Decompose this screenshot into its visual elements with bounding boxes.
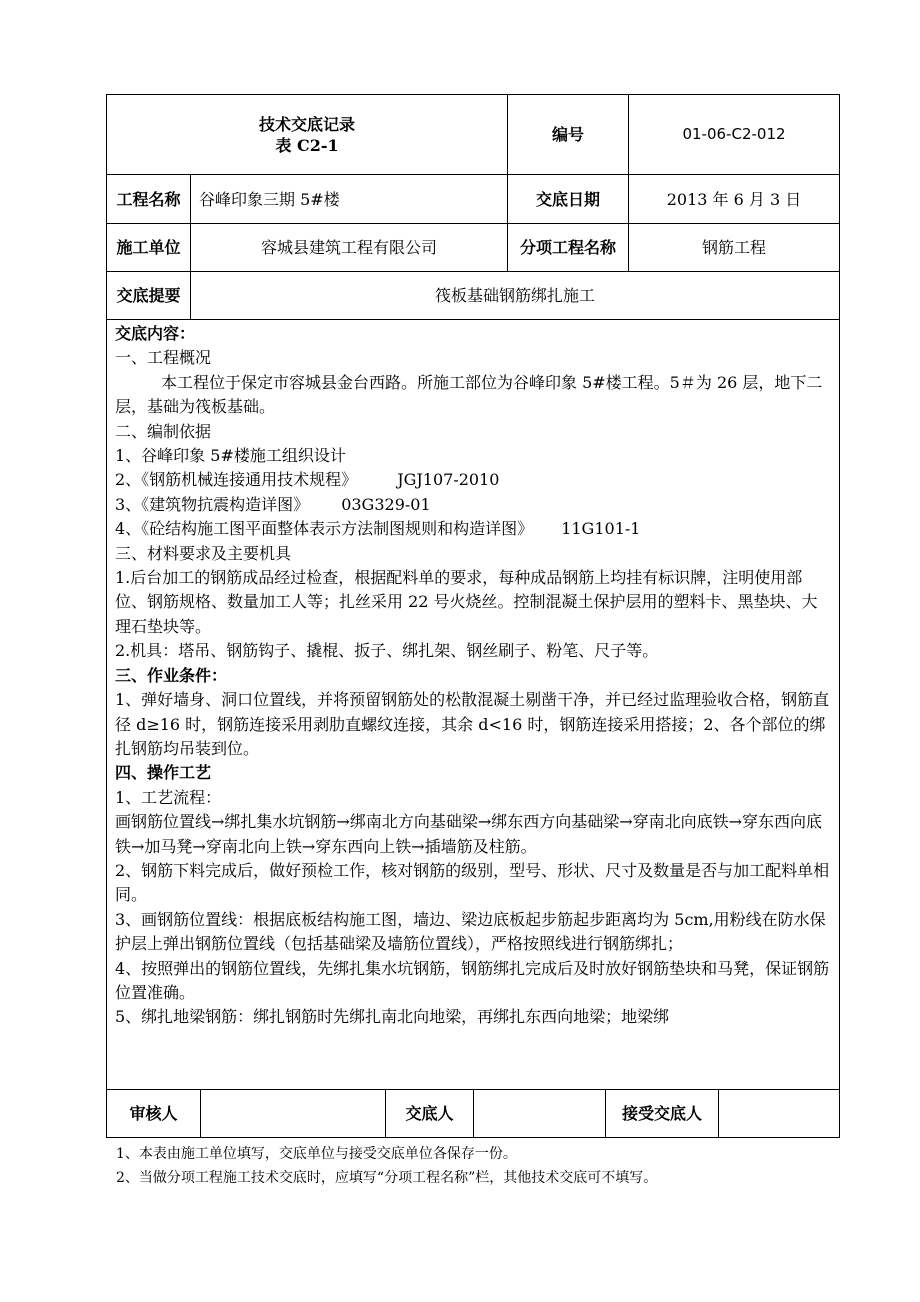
section-overview-title: 一、工程概况 bbox=[115, 348, 212, 368]
number-label: 编号 bbox=[508, 95, 629, 174]
footnote-1: 1、本表由施工单位填写，交底单位与接受交底单位各保存一份。 bbox=[116, 1146, 517, 1162]
materials-item-1: 1.后台加工的钢筋成品经过检查，根据配料单的要求，每种成品钢筋上均挂有标识牌，注明使用部位、钢筋规格、数量加工人等；扎丝采用 22 号火烧丝。控制混凝土保护层用的塑料卡、黑垫块、大理石垫块等。 bbox=[115, 568, 818, 636]
disclosure-content bbox=[107, 320, 839, 1090]
unit-row bbox=[107, 224, 839, 272]
unit-label: 施工单位 bbox=[107, 224, 191, 271]
footnotes bbox=[116, 1142, 657, 1190]
conditions-text: 1、弹好墙身、洞口位置线，并将预留钢筋处的松散混凝土剔凿干净，并已经过监理验收合格，钢筋直径 d≥16 时，钢筋连接采用剥肋直螺纹连接，其余 d<16 时，钢筋连接采用搭接；2、各个部位的绑扎钢筋均吊装到位。 bbox=[115, 690, 830, 758]
section-conditions-title: 三、作业条件： bbox=[115, 665, 228, 685]
project-name-value: 谷峰印象三期 5#楼 bbox=[191, 175, 508, 223]
process-item-5: 5、绑扎地梁钢筋：绑扎钢筋时先绑扎南北向地梁，再绑扎东西向地梁；地梁绑 bbox=[115, 1007, 670, 1027]
section-process-title: 四、操作工艺 bbox=[115, 763, 212, 783]
process-flow-title: 1、工艺流程： bbox=[115, 787, 222, 807]
basis-item-3: 3、《建筑物抗震构造详图》 03G329-01 bbox=[115, 494, 431, 514]
process-flow-text: 画钢筋位置线→绑扎集水坑钢筋→绑南北方向基础梁→绑东西方向基础梁→穿南北向底铁→穿东西向底铁→加马凳→穿南北向上铁→穿东西向上铁→插墙筋及柱筋。 bbox=[115, 812, 823, 856]
reviewer-label: 审核人 bbox=[107, 1090, 201, 1137]
basis-item-4: 4、《砼结构施工图平面整体表示方法制图规则和构造详图》 11G101-1 bbox=[115, 519, 641, 539]
basis-item-2: 2、《钢筋机械连接通用技术规程》 JGJ107-2010 bbox=[115, 470, 500, 490]
summary-row bbox=[107, 272, 839, 320]
discloser-value bbox=[474, 1090, 606, 1137]
disclosure-record-table bbox=[106, 94, 840, 1138]
section-basis-title: 二、编制依据 bbox=[115, 421, 212, 441]
header-row bbox=[107, 95, 839, 175]
subproject-label: 分项工程名称 bbox=[508, 224, 629, 271]
form-title-cell bbox=[107, 95, 508, 174]
unit-value: 容城县建筑工程有限公司 bbox=[191, 224, 508, 271]
receiver-label: 接受交底人 bbox=[606, 1090, 719, 1137]
process-item-3: 3、画钢筋位置线：根据底板结构施工图，墙边、梁边底板起步筋起步距离均为 5cm,用粉线在防水保护层上弹出钢筋位置线（包括基础梁及墙筋位置线），严格按照线进行钢筋绑扎； bbox=[115, 909, 826, 954]
number-value: 01-06-C2-012 bbox=[682, 125, 786, 143]
signature-row bbox=[107, 1090, 839, 1137]
process-item-2: 2、钢筋下料完成后，做好预检工作，核对钢筋的级别，型号、形状、尺寸及数量是否与加工配料单相同。 bbox=[115, 860, 830, 905]
basis-item-1: 1、谷峰印象 5#楼施工组织设计 bbox=[115, 446, 346, 466]
project-row bbox=[107, 175, 839, 224]
materials-item-2: 2.机具：塔吊、钢筋钩子、撬棍、扳子、绑扎架、钢丝刷子、粉笔、尺子等。 bbox=[115, 641, 659, 661]
process-item-4: 4、按照弹出的钢筋位置线，先绑扎集水坑钢筋，钢筋绑扎完成后及时放好钢筋垫块和马凳，保证钢筋位置准确。 bbox=[115, 958, 830, 1002]
project-name-label: 工程名称 bbox=[107, 175, 191, 223]
date-value: 2013 年 6 月 3 日 bbox=[666, 189, 802, 209]
content-heading: 交底内容： bbox=[115, 324, 196, 343]
summary-label: 交底提要 bbox=[107, 272, 191, 319]
reviewer-value bbox=[201, 1090, 386, 1137]
discloser-label: 交底人 bbox=[386, 1090, 474, 1137]
form-code: 表 C2-1 bbox=[275, 135, 339, 155]
subproject-value: 钢筋工程 bbox=[701, 238, 766, 257]
summary-value: 筏板基础钢筋绑扎施工 bbox=[434, 286, 595, 305]
section-materials-title: 三、材料要求及主要机具 bbox=[115, 543, 292, 563]
overview-text: 本工程位于保定市容城县金台西路。所施工部位为谷峰印象 5#楼工程。5＃为 26 层，地下二层，基础为筏板基础。 bbox=[115, 372, 823, 417]
date-label: 交底日期 bbox=[508, 175, 629, 223]
receiver-value bbox=[719, 1090, 839, 1137]
footnote-2: 2、当做分项工程施工技术交底时，应填写“分项工程名称”栏，其他技术交底可不填写。 bbox=[116, 1170, 658, 1186]
form-title: 技术交底记录 bbox=[258, 114, 355, 134]
